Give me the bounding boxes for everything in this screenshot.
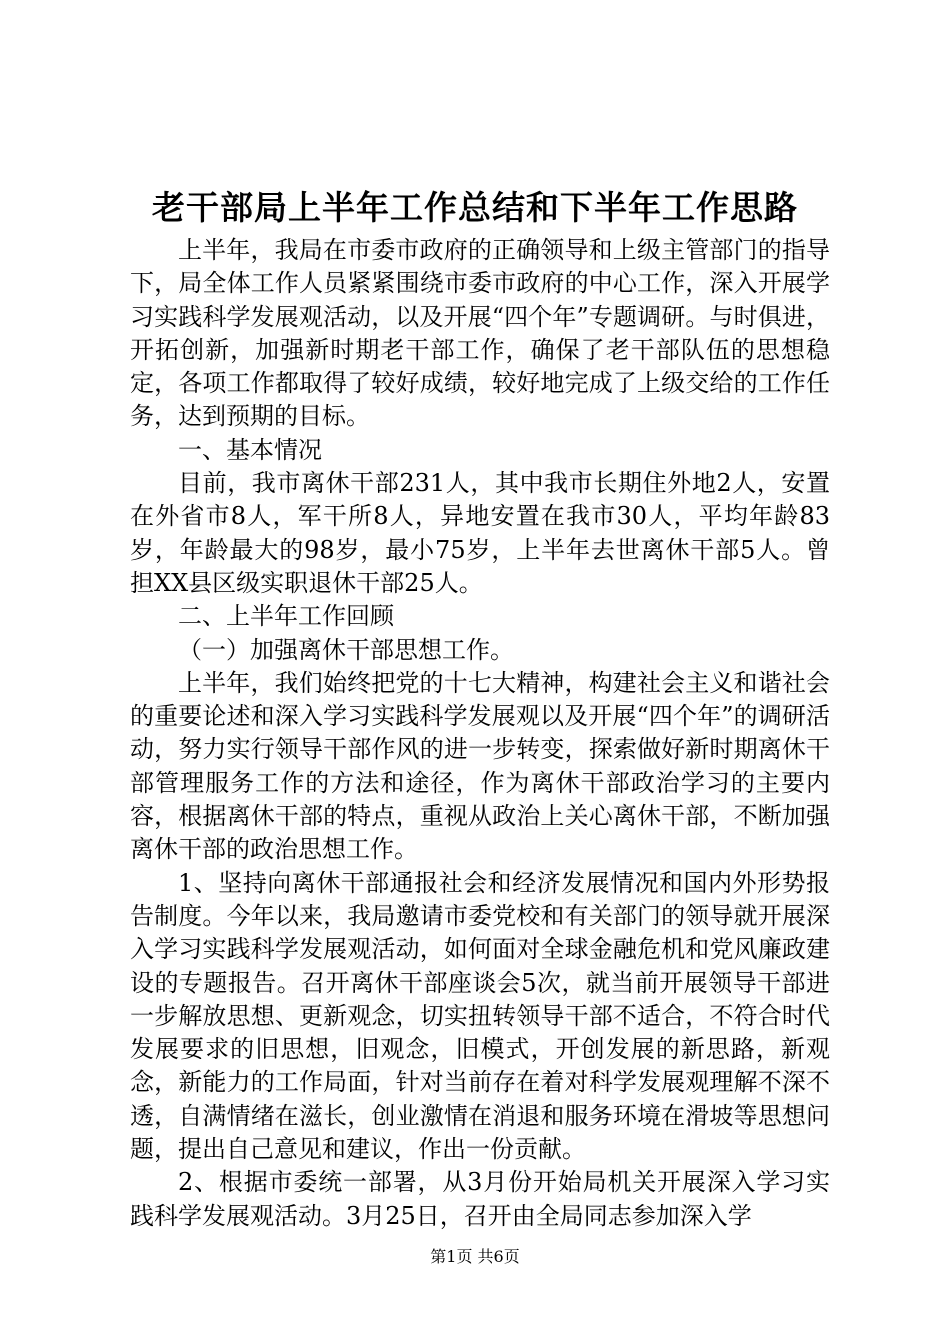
- page-footer: 第1页 共6页: [430, 1247, 520, 1266]
- section-heading-review: 二、上半年工作回顾: [178, 602, 394, 631]
- basic-situation-paragraph: 目前，我市离休干部231人，其中我市长期住外地2人，安置在外省市8人，军干所8人，异地安置在我市30人，平均年龄83岁，年龄最大的98岁，最小75岁，上半年去世离休干部5人。曾担XX县区级实职退休干部25人。: [130, 469, 830, 597]
- subsection-heading-ideology: （一）加强离休干部思想工作。: [178, 635, 514, 664]
- ideology-paragraph: 上半年，我们始终把党的十七大精神，构建社会主义和谐社会的重要论述和深入学习实践科学发展观以及开展“四个年”的调研活动，努力实行领导干部作风的进一步转变，探索做好新时期离休干部管理服务工作的方法和途径，作为离休干部政治学习的主要内容，根据离休干部的特点，重视从政治上关心离休干部，不断加强离休干部的政治思想工作。: [130, 668, 830, 864]
- document-title: 老干部局上半年工作总结和下半年工作思路: [152, 188, 798, 227]
- item-2-paragraph: 2、根据市委统一部署，从3月份开始局机关开展深入学习实践科学发展观活动。3月25日，召开由全局同志参加深入学: [130, 1168, 830, 1230]
- document-body: [130, 234, 830, 1233]
- item-1-paragraph: 1、坚持向离休干部通报社会和经济发展情况和国内外形势报告制度。今年以来，我局邀请市委党校和有关部门的领导就开展深入学习实践科学发展观活动，如何面对全球金融危机和党风廉政建设的专题报告。召开离休干部座谈会5次，就当前开展领导干部进一步解放思想、更新观念，切实扭转领导干部不适合，不符合时代发展要求的旧思想，旧观念，旧模式，开创发展的新思路，新观念，新能力的工作局面，针对当前存在着对科学发展观理解不深不透，自满情绪在滋长，创业激情在消退和服务环境在滑坡等思想问题，提出自己意见和建议，作出一份贡献。: [130, 868, 830, 1164]
- section-heading-basic-situation: 一、基本情况: [178, 435, 322, 464]
- intro-paragraph: 上半年，我局在市委市政府的正确领导和上级主管部门的指导下，局全体工作人员紧紧围绕市委市政府的中心工作，深入开展学习实践科学发展观活动，以及开展“四个年”专题调研。与时俱进，开拓创新，加强新时期老干部工作，确保了老干部队伍的思想稳定，各项工作都取得了较好成绩，较好地完成了上级交给的工作任务，达到预期的目标。: [130, 236, 830, 431]
